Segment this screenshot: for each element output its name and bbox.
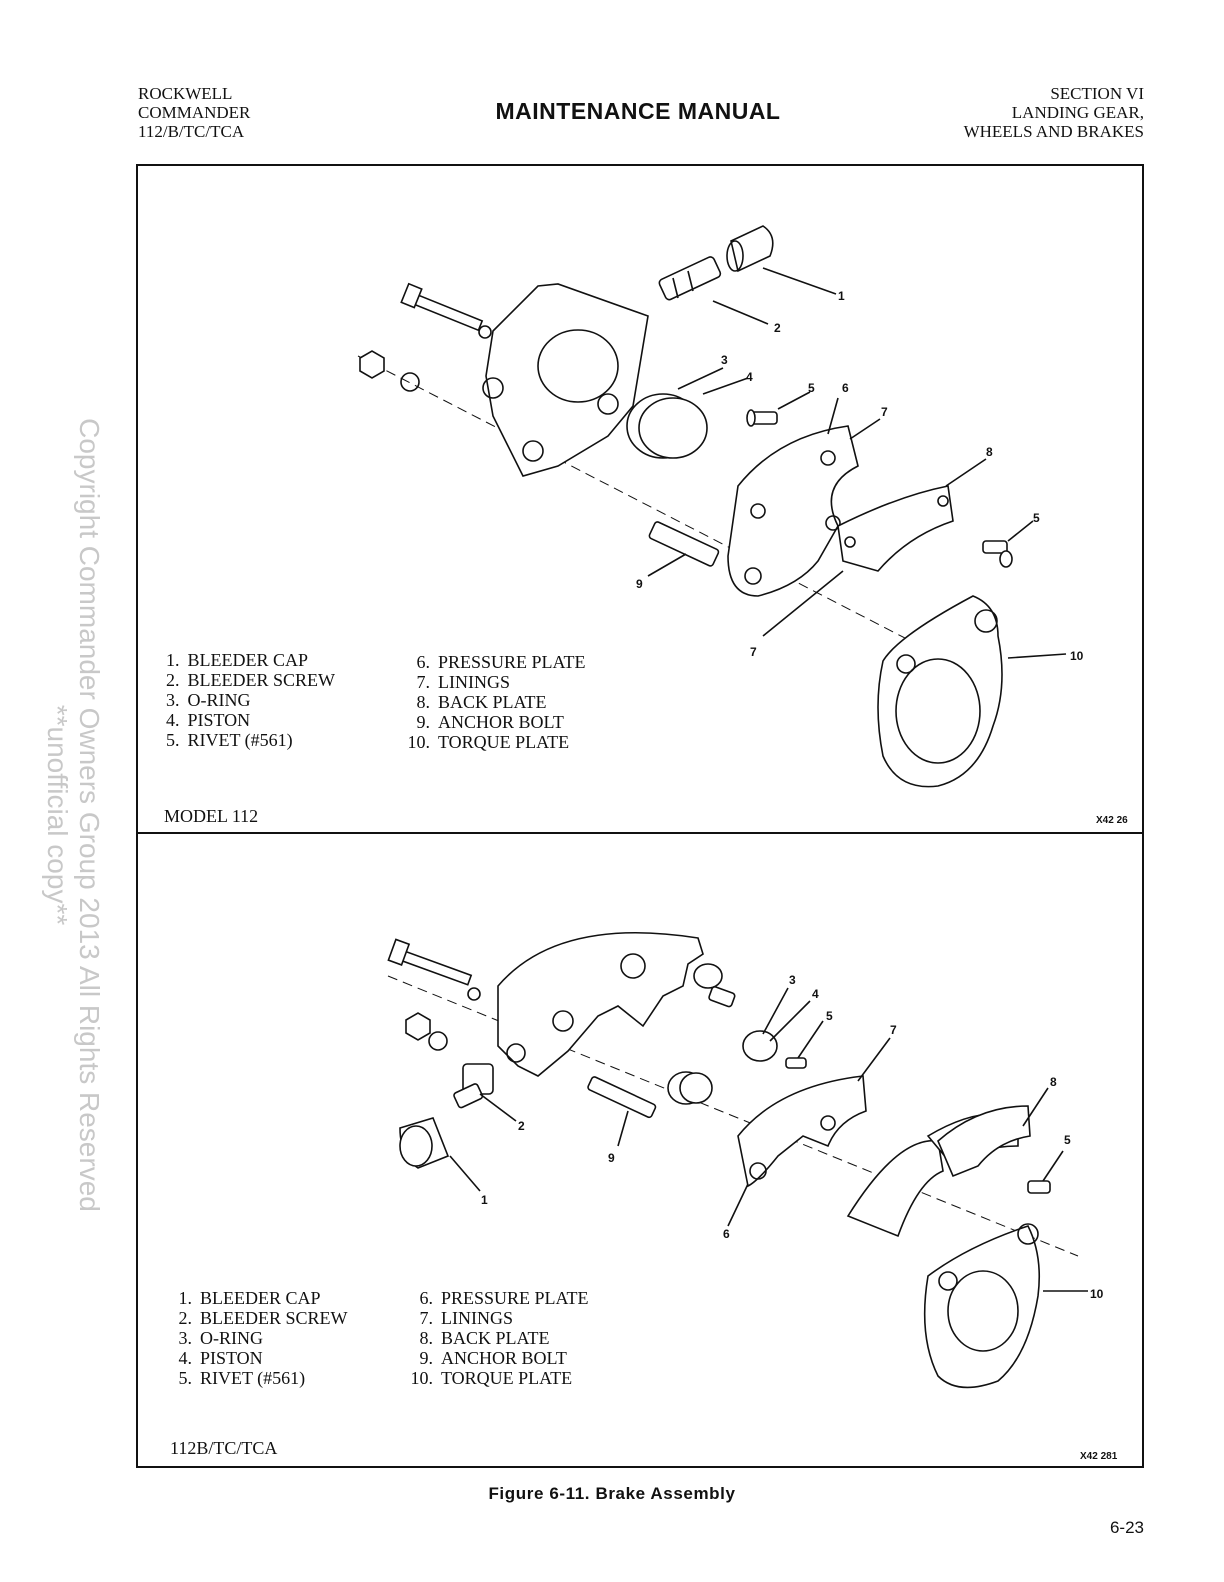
legend-item: 6. PRESSURE PLATE <box>416 652 586 672</box>
callout-9: 9 <box>608 1151 615 1165</box>
watermark-line: Copyright Commander Owners Group 2013 All Rights Reserved <box>74 418 105 1212</box>
rivet <box>747 410 777 426</box>
bleeder-fitting <box>694 964 736 1007</box>
manual-title: MAINTENANCE MANUAL <box>495 98 781 124</box>
header-left <box>138 84 250 141</box>
torque-plate <box>925 1226 1040 1387</box>
nut <box>406 1013 430 1040</box>
caliper-bolt <box>401 284 491 338</box>
model-label-top: MODEL 112 <box>164 806 259 826</box>
washer <box>401 373 419 391</box>
header-left-line: 112/B/TC/TCA <box>138 122 245 141</box>
legend-item: 8. BACK PLATE <box>419 1328 550 1348</box>
legend-item: 7. LININGS <box>416 672 510 692</box>
callout-4: 4 <box>812 987 819 1001</box>
header-right-line: SECTION VI <box>1050 84 1144 103</box>
leader-line <box>858 1038 890 1081</box>
back-plate-with-lining <box>838 486 953 571</box>
callout-4: 4 <box>746 370 753 384</box>
legend-bottom-right <box>405 1288 589 1388</box>
legend-item: 7. LININGS <box>419 1308 513 1328</box>
legend-item: 3. O-RING <box>166 690 251 710</box>
callout-6: 6 <box>723 1227 730 1241</box>
callout-6: 6 <box>842 381 849 395</box>
legend-item: 1. BLEEDER CAP <box>166 650 309 670</box>
brake-cylinder-housing <box>498 933 703 1076</box>
leader-line <box>850 419 880 439</box>
bleeder-cap <box>727 226 773 271</box>
leader-line <box>618 1111 628 1146</box>
page-number: 6-23 <box>1109 1518 1144 1537</box>
callout-5: 5 <box>826 1009 833 1023</box>
header-right-line: LANDING GEAR, <box>1011 103 1144 122</box>
drawing-code-bottom: X42 281 <box>1080 1451 1118 1462</box>
callout-1: 1 <box>481 1193 488 1207</box>
legend-top-left <box>166 650 335 750</box>
callout-9: 9 <box>636 577 643 591</box>
legend-bottom-left <box>172 1288 348 1388</box>
caliper-bolt <box>388 939 480 1000</box>
piston <box>668 1072 712 1104</box>
panel-divider <box>136 832 1144 834</box>
legend-item: 2. BLEEDER SCREW <box>166 670 335 690</box>
legend-item: 5. RIVET (#561) <box>166 730 293 750</box>
bleeder-screw <box>453 1064 493 1109</box>
drawing-code-top: X42 26 <box>1096 815 1128 826</box>
rivet-right <box>983 541 1012 567</box>
leader-line <box>1043 1151 1063 1181</box>
pressure-plate <box>738 1076 866 1186</box>
legend-item: 10. TORQUE PLATE <box>407 732 570 752</box>
legend-item: 10. TORQUE PLATE <box>410 1368 573 1388</box>
leader-line <box>450 1156 480 1191</box>
bleeder-screw <box>658 256 722 301</box>
brake-cylinder-housing <box>486 284 648 476</box>
leader-line <box>763 268 836 294</box>
callout-5: 5 <box>808 381 815 395</box>
legend-item: 6. PRESSURE PLATE <box>419 1288 589 1308</box>
bleeder-cap <box>400 1118 448 1168</box>
leader-line <box>770 1001 810 1041</box>
callout-3: 3 <box>789 973 796 987</box>
callout-7: 7 <box>890 1023 897 1037</box>
leader-line <box>728 1184 748 1226</box>
anchor-bolt <box>648 521 719 567</box>
callout-7b: 7 <box>750 645 757 659</box>
legend-item: 9. ANCHOR BOLT <box>416 712 564 732</box>
legend-top-right <box>402 652 586 752</box>
callout-1: 1 <box>838 289 845 303</box>
rivet-right <box>1028 1181 1050 1193</box>
callout-10: 10 <box>1070 649 1084 663</box>
legend-item: 3. O-RING <box>178 1328 263 1348</box>
legend-item: 4. PISTON <box>166 710 251 730</box>
copyright-watermark <box>15 215 105 1415</box>
washer <box>429 1032 447 1050</box>
callout-2: 2 <box>774 321 781 335</box>
figure-caption: Figure 6-11. Brake Assembly <box>488 1484 736 1503</box>
leader-line <box>1008 521 1033 541</box>
callout-5b: 5 <box>1033 511 1040 525</box>
leader-line <box>678 368 723 389</box>
header-left-line: ROCKWELL <box>138 84 233 103</box>
lining <box>848 1141 943 1236</box>
nut <box>360 351 384 378</box>
legend-item: 8. BACK PLATE <box>416 692 547 712</box>
header-right-line: WHEELS AND BRAKES <box>963 122 1144 141</box>
torque-plate <box>878 596 1002 787</box>
callout-8: 8 <box>1050 1075 1057 1089</box>
legend-item: 1. BLEEDER CAP <box>178 1288 321 1308</box>
header-left-line: COMMANDER <box>138 103 251 122</box>
rivet <box>786 1058 806 1068</box>
leader-line <box>648 554 686 576</box>
callout-5b: 5 <box>1064 1133 1071 1147</box>
legend-item: 5. RIVET (#561) <box>178 1368 306 1388</box>
leader-line <box>480 1094 516 1121</box>
callout-8: 8 <box>986 445 993 459</box>
legend-item: 9. ANCHOR BOLT <box>419 1348 567 1368</box>
callout-2: 2 <box>518 1119 525 1133</box>
o-ring <box>743 1031 777 1061</box>
piston <box>627 394 707 458</box>
legend-item: 2. BLEEDER SCREW <box>178 1308 348 1328</box>
anchor-bolt <box>587 1076 656 1118</box>
model-label-bottom: 112B/TC/TCA <box>170 1438 278 1458</box>
leader-line <box>713 301 768 324</box>
leader-line <box>703 378 748 394</box>
callout-7: 7 <box>881 405 888 419</box>
header-right <box>964 84 1144 141</box>
callout-3: 3 <box>721 353 728 367</box>
legend-item: 4. PISTON <box>178 1348 263 1368</box>
leader-line <box>798 1021 823 1058</box>
leader-line <box>946 459 986 486</box>
leader-line <box>778 392 810 409</box>
callout-10: 10 <box>1090 1287 1104 1301</box>
leader-line <box>1008 654 1066 658</box>
watermark-line: **unofficial copy** <box>42 704 73 926</box>
